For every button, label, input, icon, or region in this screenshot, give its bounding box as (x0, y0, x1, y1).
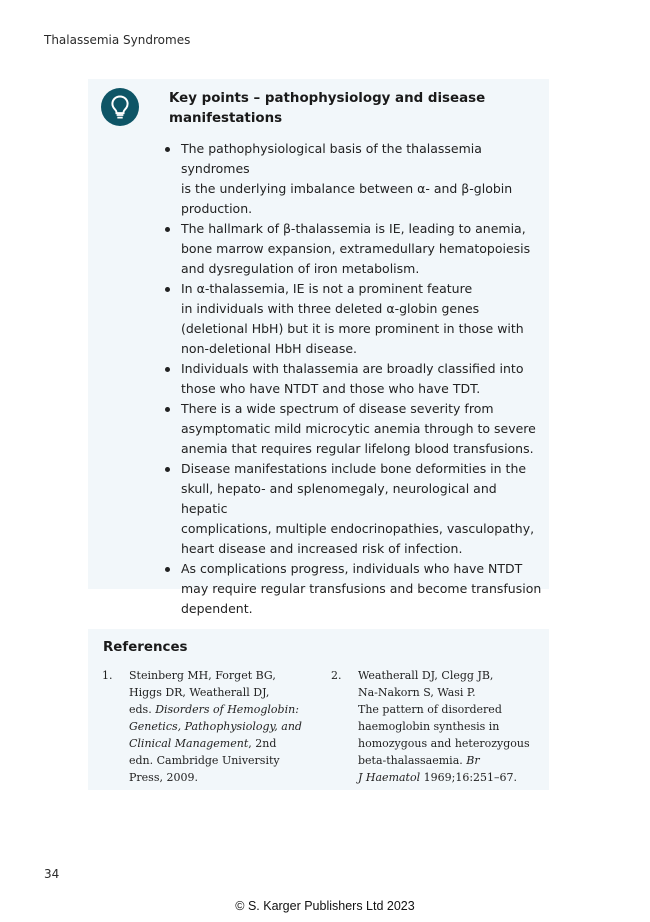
bullet-line: The pathophysiological basis of the thalassemia syndromes (181, 141, 482, 176)
bullet-item (162, 359, 542, 399)
key-points-box (88, 79, 549, 616)
reference-title-italic: Clinical Management (129, 737, 249, 750)
bullet-item (162, 279, 542, 359)
bullet-line: may require regular transfusions and become transfusion (181, 581, 542, 596)
reference-item (102, 667, 307, 786)
lightbulb-icon (101, 88, 139, 126)
bullet-item (162, 399, 542, 459)
reference-line (358, 769, 539, 786)
reference-text: , 2nd (248, 737, 277, 750)
bullet-line: dependent. (181, 601, 253, 616)
reference-number: 1. (102, 669, 113, 682)
running-header: Thalassemia Syndromes (44, 33, 191, 47)
reference-line: Weatherall DJ, Clegg JB, (358, 669, 494, 682)
references-title: References (103, 640, 188, 655)
reference-text: beta-thalassaemia. (358, 754, 463, 767)
bullet-line: is the underlying imbalance between α- and β-globin (181, 181, 513, 196)
bullet-line: those who have NTDT and those who have TDT. (181, 381, 481, 396)
reference-journal-italic: Br (466, 754, 480, 767)
reference-line: Press, 2009. (129, 771, 198, 784)
references-box (88, 629, 549, 790)
bullet-item (162, 559, 542, 619)
bullet-line: and dysregulation of iron metabolism. (181, 261, 420, 276)
copyright-notice: © S. Karger Publishers Ltd 2023 (235, 899, 415, 913)
reference-item (331, 667, 539, 786)
bullet-line: Individuals with thalassemia are broadly classified into (181, 361, 524, 376)
bullet-line: Disease manifestations include bone deformities in the (181, 461, 527, 476)
reference-line: The pattern of disordered (358, 703, 502, 716)
key-points-title-line: manifestations (169, 111, 283, 126)
bullet-item (162, 139, 542, 219)
reference-text: eds. (129, 703, 152, 716)
reference-journal-italic: J Haematol (358, 771, 421, 784)
key-points-title-line: Key points – pathophysiology and disease (169, 91, 486, 106)
bullet-line: asymptomatic mild microcytic anemia through to severe (181, 421, 536, 436)
bullet-line: bone marrow expansion, extramedullary hematopoiesis (181, 241, 531, 256)
bullet-line: non-deletional HbH disease. (181, 341, 357, 356)
bullet-line: complications, multiple endocrinopathies, vasculopathy, (181, 521, 535, 536)
bullet-line: skull, hepato- and splenomegaly, neurological and hepatic (181, 481, 497, 516)
bullet-line: As complications progress, individuals who have NTDT (181, 561, 523, 576)
bullet-item (162, 219, 542, 279)
reference-title-italic: Disorders of Hemoglobin: (155, 703, 299, 716)
bullet-line: There is a wide spectrum of disease severity from (181, 401, 494, 416)
bullet-line: (deletional HbH) but it is more prominent in those with (181, 321, 524, 336)
reference-line: Genetics, Pathophysiology, and (129, 720, 302, 733)
reference-line: Na-Nakorn S, Wasi P. (358, 686, 476, 699)
bullet-line: anemia that requires regular lifelong blood transfusions. (181, 441, 534, 456)
reference-line: homozygous and heterozygous (358, 737, 530, 750)
reference-number: 2. (331, 669, 342, 682)
bullet-line: production. (181, 201, 253, 216)
bullet-item (162, 459, 542, 559)
reference-line (129, 735, 307, 752)
key-points-title (169, 89, 499, 129)
bullet-line: heart disease and increased risk of infection. (181, 541, 463, 556)
reference-line: Steinberg MH, Forget BG, (129, 669, 276, 682)
reference-line: haemoglobin synthesis in (358, 720, 500, 733)
bullet-line: In α-thalassemia, IE is not a prominent feature (181, 281, 473, 296)
reference-line: Higgs DR, Weatherall DJ, (129, 686, 270, 699)
reference-line: edn. Cambridge University (129, 754, 280, 767)
reference-line (358, 752, 539, 769)
bullet-line: in individuals with three deleted α-globin genes (181, 301, 480, 316)
reference-line (129, 701, 307, 718)
reference-text: 1969;16:251–67. (423, 771, 518, 784)
bullet-line: The hallmark of β-thalassemia is IE, leading to anemia, (181, 221, 526, 236)
key-points-list (162, 139, 542, 619)
page-number: 34 (44, 867, 60, 881)
